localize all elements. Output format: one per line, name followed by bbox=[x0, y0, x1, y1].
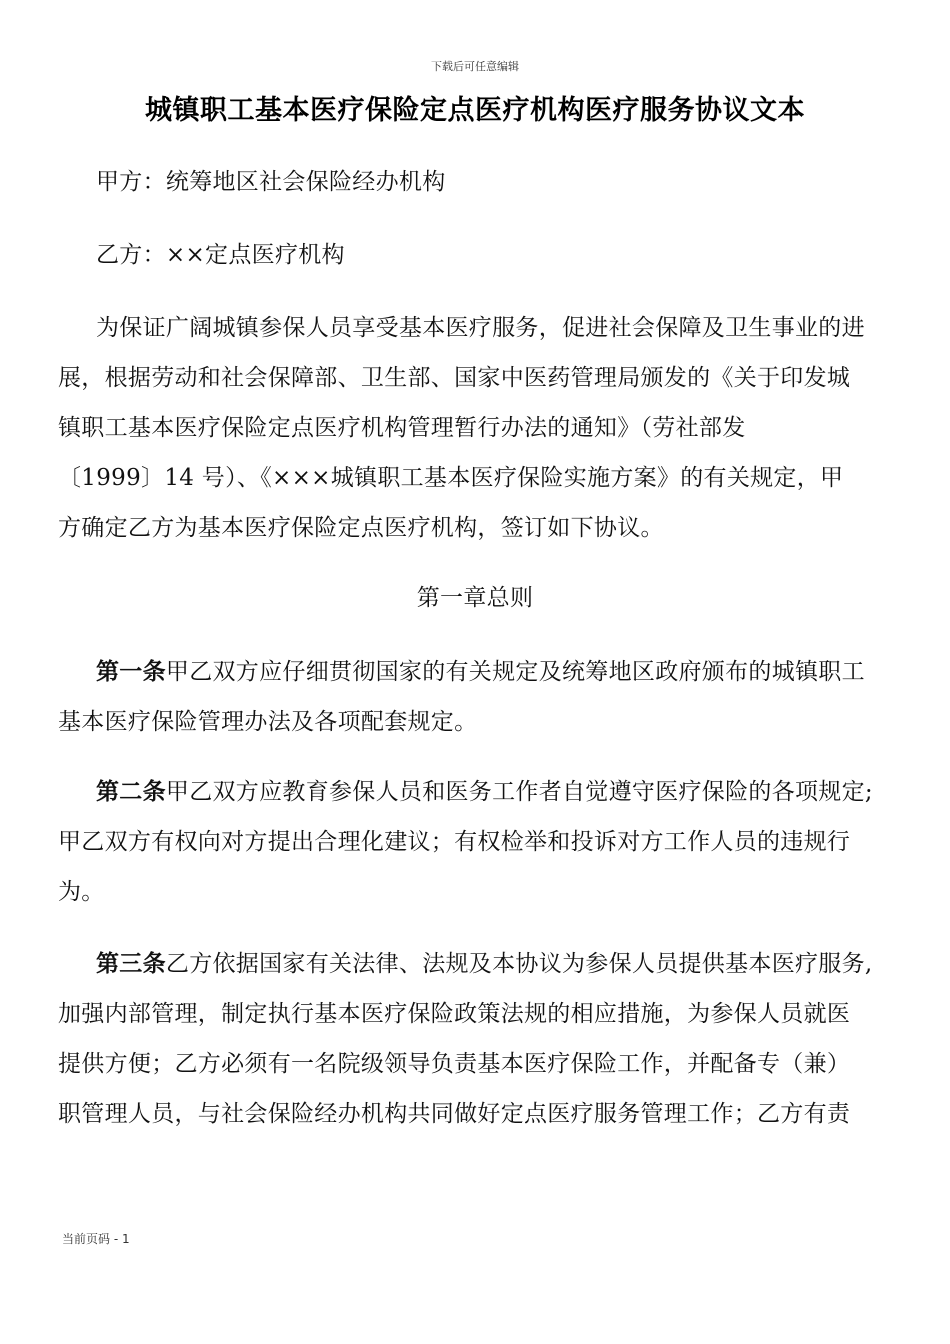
page-footer: 当前页码 - 1 bbox=[62, 1232, 130, 1246]
document-title: 城镇职工基本医疗保险定点医疗机构医疗服务协议文本 bbox=[145, 95, 805, 126]
article-line: 提供方便；乙方必须有一名院级领导负责基本医疗保险工作，并配备专（兼） bbox=[58, 1051, 851, 1077]
article-label: 第三条 bbox=[96, 950, 166, 977]
preamble-line: 为保证广阔城镇参保人员享受基本医疗服务，促进社会保障及卫生事业的进 bbox=[96, 315, 865, 341]
party-a-line: 甲方：统筹地区社会保险经办机构 bbox=[96, 169, 446, 195]
chapter-heading: 第一章总则 bbox=[416, 585, 534, 611]
article-line: 职管理人员，与社会保险经办机构共同做好定点医疗服务管理工作；乙方有责 bbox=[58, 1101, 851, 1127]
article-line: 甲乙双方有权向对方提出合理化建议；有权检举和投诉对方工作人员的违规行 bbox=[58, 829, 851, 855]
article-line bbox=[96, 773, 873, 806]
preamble-line: 展，根据劳动和社会保障部、卫生部、国家中医药管理局颁发的《关于印发城 bbox=[58, 365, 851, 391]
article-label: 第二条 bbox=[96, 778, 166, 805]
preamble-line: 〔1999〕14 号）、《×××城镇职工基本医疗保险实施方案》的有关规定，甲 bbox=[58, 465, 844, 491]
article-line: 加强内部管理，制定执行基本医疗保险政策法规的相应措施，为参保人员就医 bbox=[58, 1001, 851, 1027]
article-line bbox=[96, 653, 865, 686]
article-text: 乙方依据国家有关法律、法规及本协议为参保人员提供基本医疗服务, bbox=[165, 951, 873, 977]
preamble-line: 镇职工基本医疗保险定点医疗机构管理暂行办法的通知》（劳社部发 bbox=[58, 415, 746, 441]
article-line: 为。 bbox=[58, 879, 105, 905]
preamble-line: 方确定乙方为基本医疗保险定点医疗机构，签订如下协议。 bbox=[58, 515, 664, 541]
article-text: 甲乙双方应仔细贯彻国家的有关规定及统筹地区政府颁布的城镇职工 bbox=[165, 659, 865, 685]
article-text: 甲乙双方应教育参保人员和医务工作者自觉遵守医疗保险的各项规定; bbox=[165, 779, 873, 805]
header-note: 下载后可任意编辑 bbox=[431, 60, 519, 73]
party-b-line: 乙方：××定点医疗机构 bbox=[96, 242, 345, 268]
article-label: 第一条 bbox=[96, 658, 166, 685]
article-line: 基本医疗保险管理办法及各项配套规定。 bbox=[58, 709, 478, 735]
article-line bbox=[96, 945, 873, 978]
